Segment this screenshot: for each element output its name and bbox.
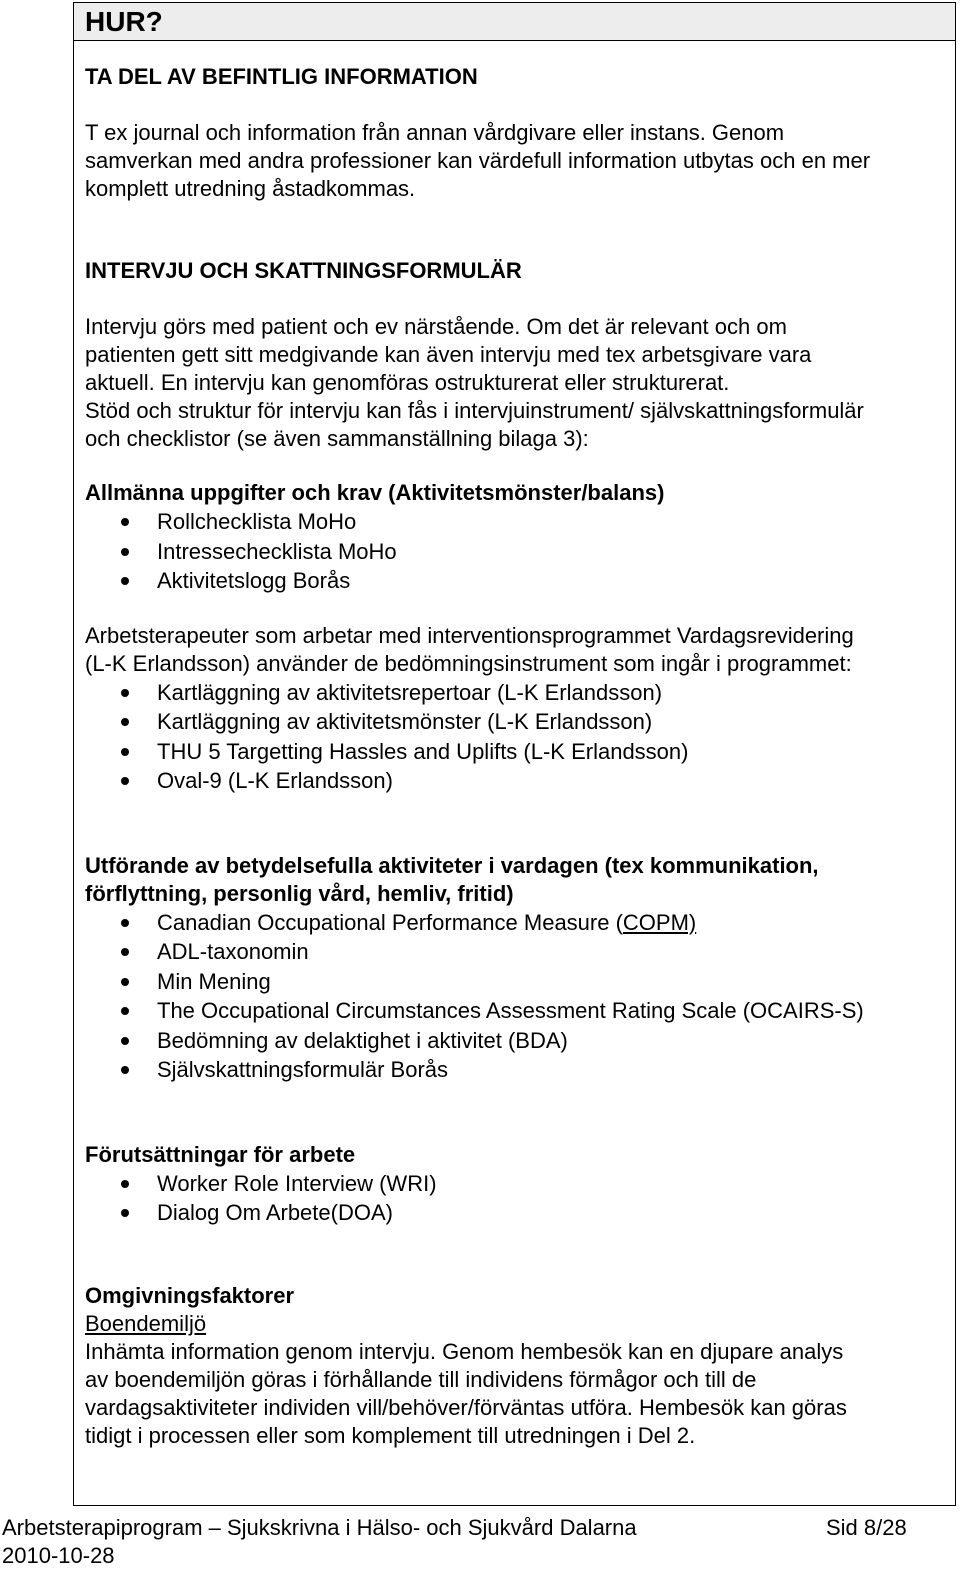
section-heading-omgivning: Omgivningsfaktorer (85, 1282, 295, 1308)
section-heading-utforande-cont: förflyttning, personlig vård, hemliv, fritid) (85, 880, 514, 906)
bullet-icon (121, 1037, 129, 1045)
list-item: THU 5 Targetting Hassles and Uplifts (L-K Erlandsson) (85, 737, 950, 767)
paragraph-line: av boendemiljön göras i förhållande till individens förmågor och till de (85, 1366, 757, 1392)
section-heading-forutsattningar: Förutsättningar för arbete (85, 1141, 356, 1167)
list-item: Kartläggning av aktivitetsmönster (L-K Erlandsson) (85, 707, 950, 737)
bullet-icon (121, 919, 129, 927)
bullet-icon (121, 777, 129, 785)
bullet-icon (121, 978, 129, 986)
copm-link[interactable]: COPM) (622, 909, 697, 935)
page-frame (73, 2, 956, 1506)
bullet-icon (121, 518, 129, 526)
paragraph-line: Stöd och struktur för intervju kan fås i intervjuinstrument/ självskattningsformulär (85, 398, 864, 423)
bullet-list-allmanna (85, 507, 950, 596)
bullet-icon (121, 1209, 129, 1217)
section-heading-intervju: INTERVJU OCH SKATTNINGSFORMULÄR (85, 258, 522, 283)
paragraph-line: (L-K Erlandsson) använder de bedömningsinstrument som ingår i programmet: (85, 650, 852, 676)
bullet-icon (121, 1180, 129, 1188)
subheading-boendemiljo: Boendemiljö (85, 1310, 207, 1336)
footer-date: 2010-10-28 (2, 1543, 115, 1568)
paragraph-line: komplett utredning åstadkommas. (85, 176, 416, 201)
list-item: Rollchecklista MoHo (85, 507, 950, 537)
bullet-list-forutsattningar (85, 1169, 950, 1228)
bullet-icon (121, 948, 129, 956)
paragraph-line: aktuell. En intervju kan genomföras ostrukturerat eller strukturerat. (85, 370, 730, 395)
paragraph-line: vardagsaktiviteter individen vill/behöver/förväntas utföra. Hembesök kan göras (85, 1394, 847, 1420)
bullet-icon (121, 748, 129, 756)
page-title: HUR? (85, 6, 163, 37)
paragraph-line: och checklistor (se även sammanställning bilaga 3): (85, 426, 589, 451)
section-heading-utforande: Utförande av betydelsefulla aktiviteter i vardagen (tex kommunikation, (85, 852, 819, 878)
paragraph-line: Intervju görs med patient och ev närstående. Om det är relevant och om (85, 314, 787, 339)
list-item: Dialog Om Arbete(DOA) (85, 1198, 950, 1228)
paragraph-line: Arbetsterapeuter som arbetar med interventionsprogrammet Vardagsrevidering (85, 622, 854, 648)
bullet-list-utforande (85, 908, 950, 1085)
bullet-icon (121, 718, 129, 726)
list-item: Min Mening (85, 967, 950, 997)
list-item: Bedömning av delaktighet i aktivitet (BDA) (85, 1026, 950, 1056)
list-item: Aktivitetslogg Borås (85, 566, 950, 596)
list-item: Intressechecklista MoHo (85, 537, 950, 567)
list-item: ADL-taxonomin (85, 937, 950, 967)
footer-page-number: Sid 8/28 (826, 1515, 907, 1540)
list-item: Kartläggning av aktivitetsrepertoar (L-K Erlandsson) (85, 678, 950, 708)
paragraph-line: tidigt i processen eller som komplement till utredningen i Del 2. (85, 1422, 696, 1448)
bullet-icon (121, 1066, 129, 1074)
paragraph-line: T ex journal och information från annan vårdgivare eller instans. Genom (85, 120, 785, 145)
title-bar (74, 3, 955, 41)
document-body (85, 63, 950, 1450)
bullet-list-vardagsrevidering (85, 678, 950, 796)
list-item: Oval-9 (L-K Erlandsson) (85, 766, 950, 796)
bullet-icon (121, 577, 129, 585)
paragraph-line: patienten gett sitt medgivande kan även intervju med tex arbetsgivare vara (85, 342, 812, 367)
bullet-icon (121, 548, 129, 556)
list-item: Självskattningsformulär Borås (85, 1055, 950, 1085)
paragraph-line: samverkan med andra professioner kan värdefull information utbytas och en mer (85, 148, 871, 173)
bullet-icon (121, 689, 129, 697)
paragraph-line: Inhämta information genom intervju. Genom hembesök kan en djupare analys (85, 1338, 844, 1364)
bullet-icon (121, 1007, 129, 1015)
section-heading-allmanna: Allmänna uppgifter och krav (Aktivitetsmönster/balans) (85, 480, 665, 505)
section-heading-befintlig: TA DEL AV BEFINTLIG INFORMATION (85, 64, 478, 89)
list-item: Canadian Occupational Performance Measure (COPM) (85, 908, 950, 938)
list-item: The Occupational Circumstances Assessment Rating Scale (OCAIRS-S) (85, 996, 950, 1026)
footer-program: Arbetsterapiprogram – Sjukskrivna i Hälso- och Sjukvård Dalarna (2, 1515, 637, 1540)
list-item: Worker Role Interview (WRI) (85, 1169, 950, 1199)
